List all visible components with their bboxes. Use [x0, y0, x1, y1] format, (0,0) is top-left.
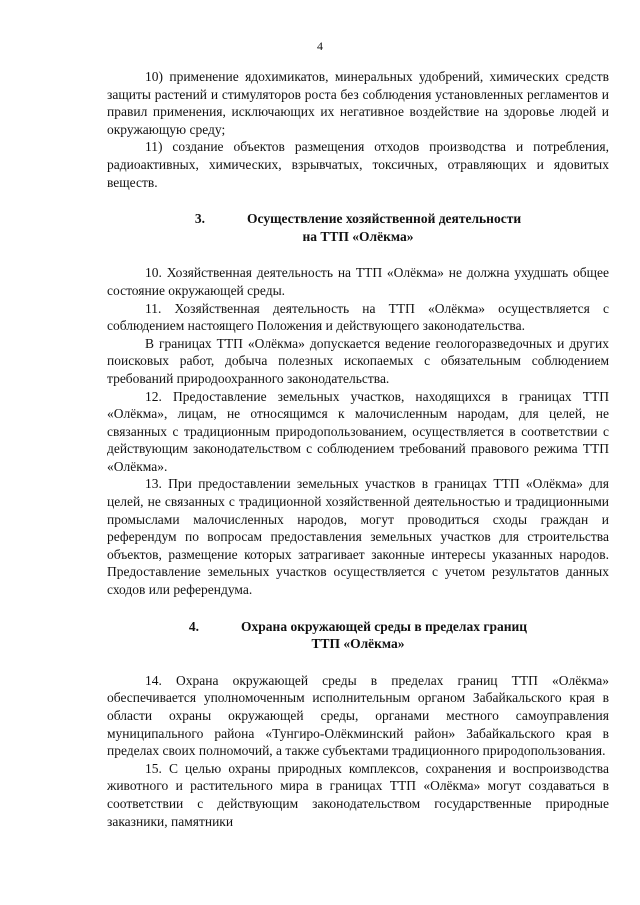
section-title-line1: Осуществление хозяйственной деятельности	[247, 211, 522, 227]
document-body	[107, 68, 609, 830]
paragraph-item-10: 10) применение ядохимикатов, минеральных удобрений, химических средств защиты растений и стимуляторов роста без соблюдения установленных регламентов и правил применения, исключающих их негативное воздействие на здоровье людей и окружающую среду;	[107, 69, 609, 137]
paragraph-clause-13: 13. При предоставлении земельных участков в границах ТТП «Олёкма» для целей, не связанных с традиционной хозяйственной деятельностью и традиционными промыслами малочисленных народов, могут проводиться сходы граждан и референдум по вопросам предоставления земельных участков для строительства объектов, размещение которых затрагивает законные интересы указанных народов. Предоставление земельных участков осуществляется с учетом результатов данных сходов или референдума.	[107, 476, 609, 598]
page-number: 4	[317, 39, 323, 53]
section-heading-4	[107, 618, 609, 653]
paragraph-item-11: 11) создание объектов размещения отходов производства и потребления, радиоактивных, химических, взрывчатых, токсичных, отравляющих и ядовитых веществ.	[107, 139, 609, 190]
section-number: 4.	[188, 618, 200, 634]
section-title-line2: на ТТП «Олёкма»	[302, 228, 414, 244]
section-heading-3	[107, 210, 609, 245]
section-number: 3.	[194, 211, 206, 227]
paragraph-clause-11: 11. Хозяйственная деятельность на ТТП «Олёкма» осуществляется с соблюдением настоящего Положения и действующего законодательства.	[107, 300, 609, 334]
paragraph-clause-12: 12. Предоставление земельных участков, находящихся в границах ТТП «Олёкма», лицам, не относящимся к малочисленным народам, для целей, не связанных с традиционным природопользованием, осуществляется в соответствии с действующим законодательством с соблюдением требований правового режима ТТП «Олёкма».	[107, 388, 609, 474]
paragraph-clause-10: 10. Хозяйственная деятельность на ТТП «Олёкма» не должна ухудшать общее состояние окружающей среды.	[107, 265, 609, 298]
paragraph-clause-14: 14. Охрана окружающей среды в пределах границ ТТП «Олёкма» обеспечивается уполномоченным исполнительным органом Забайкальского края в области охраны окружающей среды, органами местного самоуправления муниципального района «Тунгиро-Олёкминский район» Забайкальского края в пределах своих полномочий, а также субъектами традиционного природопользования.	[107, 672, 609, 759]
paragraph-clause-15: 15. С целью охраны природных комплексов, сохранения и воспроизводства животного и растительного мира в границах ТТП «Олёкма» могут создаваться в соответствии с действующим законодательством государственные природные заказники, памятники	[107, 760, 609, 829]
section-title-line2: ТТП «Олёкма»	[311, 636, 405, 652]
section-title-line1: Охрана окружающей среды в пределах границ	[241, 618, 528, 634]
paragraph-exploration: В границах ТТП «Олёкма» допускается ведение геологоразведочных и других поисковых работ, добыча полезных ископаемых с обязательным соблюдением требований природоохранного законодательства.	[107, 335, 609, 386]
